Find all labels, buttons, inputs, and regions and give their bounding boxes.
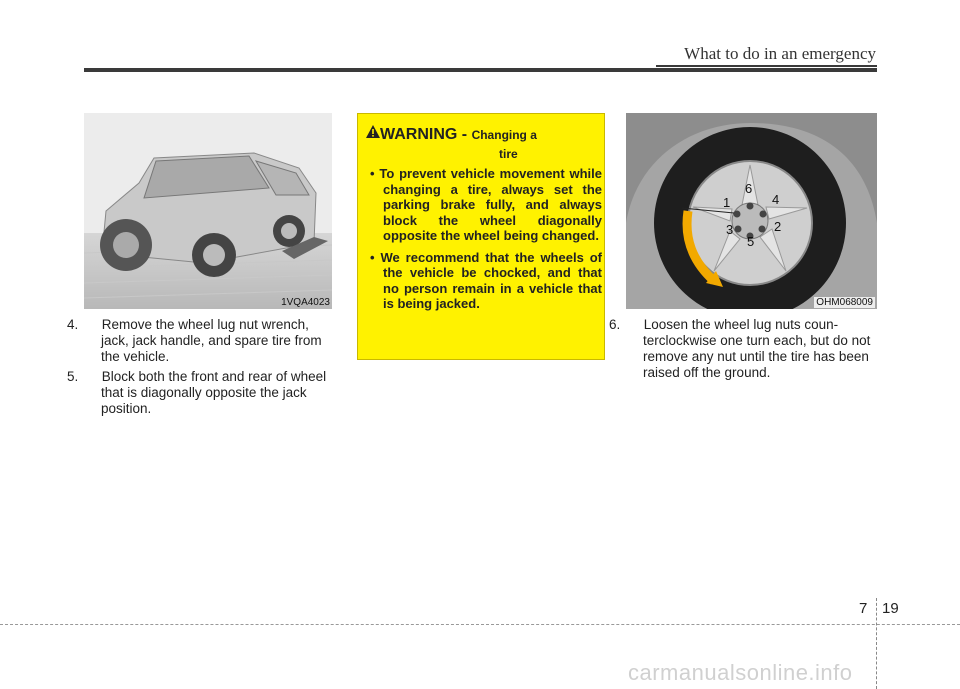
step-6: 6. Loosen the wheel lug nuts counterclockwise one turn each, but do not remove any nut until the tire has been raised off the ground. [609, 317, 871, 380]
steps-right [609, 317, 877, 385]
warning-subtitle-a: Changing a [471, 128, 537, 142]
header-title: What to do in an emergency [684, 44, 876, 63]
figure-code-left: 1VQA4023 [281, 297, 330, 308]
page-number: 19 [882, 600, 899, 617]
chapter-number: 7 [859, 600, 868, 617]
step-4: 4. Remove the wheel lug nut wrench, jack, jack handle, and spare tire from the vehicle. [67, 317, 322, 364]
figure-suv-jack [84, 113, 332, 309]
steps-left [67, 317, 332, 421]
warning-title: WARNING - Changing a [380, 126, 537, 143]
warning-triangle-icon [366, 125, 380, 138]
warning-item: • To prevent vehicle movement while changing a tire, always set the parking brake fully, and always block the wheel diagonally opposite the wheel being changed. [370, 166, 602, 243]
header-rule-thin [656, 65, 877, 67]
step-5: 5. Block both the front and rear of wheel that is diagonally opposite the jack position. [67, 369, 327, 416]
wheel-lug-nut-diagram [626, 113, 877, 309]
figure-wheel [626, 113, 877, 309]
warning-subtitle-b: tire [499, 147, 518, 161]
lug-label-1: 1 [723, 195, 731, 210]
figure-code-right: OHM068009 [816, 297, 873, 308]
lug-label-6: 6 [745, 181, 753, 196]
suv-on-jack-illustration [84, 113, 332, 309]
warning-list [370, 166, 602, 318]
page-divider [876, 598, 878, 689]
lug-label-5: 5 [747, 234, 755, 249]
lug-label-3: 3 [726, 222, 734, 237]
header-rule [84, 68, 877, 72]
lug-label-4: 4 [772, 192, 780, 207]
footer-rule [0, 624, 960, 625]
lug-label-2: 2 [774, 219, 782, 234]
warning-box [357, 113, 605, 360]
warning-item: • We recommend that the wheels of the vehicle be chocked, and that no person remain in a vehicle that is being jacked. [370, 249, 602, 311]
watermark: carmanualsonline.info [628, 660, 853, 685]
